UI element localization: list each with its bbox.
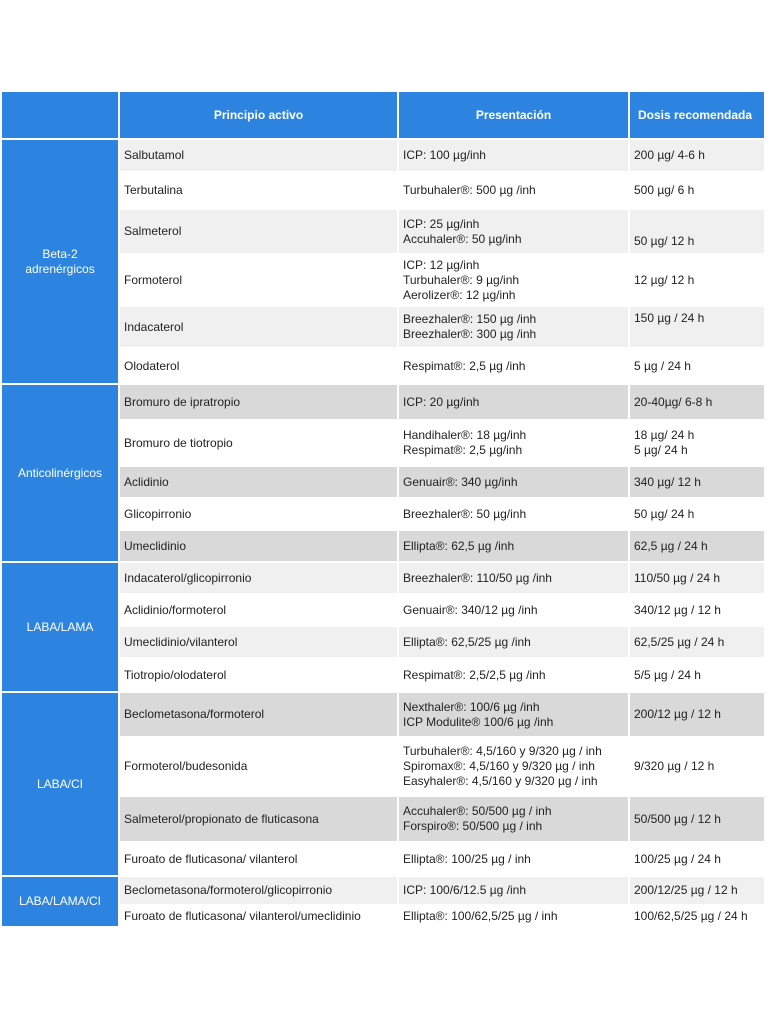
presentation-cell: Genuair®: 340/12 µg /inh [398,594,629,626]
drug-cell: Aclidinio/formoterol [119,594,398,626]
table-row [1,692,765,737]
dose-cell: 200/12/25 µg / 12 h [629,876,765,905]
dose-cell: 5/5 µg / 24 h [629,658,765,692]
drug-cell: Bromuro de ipratropio [119,384,398,420]
table-row [1,876,765,905]
presentation-cell: Breezhaler®: 50 µg/inh [398,498,629,530]
drug-cell: Furoato de fluticasona/ vilanterol [119,842,398,876]
drug-cell: Salbutamol [119,139,398,172]
group-laba-lama-ci: LABA/LAMA/CI [1,876,119,927]
dose-cell: 340/12 µg / 12 h [629,594,765,626]
dose-cell: 50/500 µg / 12 h [629,796,765,842]
drug-cell: Indacaterol/glicopirronio [119,562,398,594]
presentation-cell: Breezhaler®: 150 µg /inh Breezhaler®: 300 µg /inh [398,306,629,348]
presentation-cell: Genuair®: 340 µg/inh [398,466,629,498]
drug-table [0,90,766,928]
table-row [1,139,765,172]
header-row [1,91,765,139]
dose-cell: 50 µg/ 12 h [629,209,765,254]
presentation-cell: Turbuhaler®: 500 µg /inh [398,172,629,209]
header-blank [1,91,119,139]
drug-cell: Salmeterol [119,209,398,254]
dose-cell: 9/320 µg / 12 h [629,737,765,796]
presentation-cell: Ellipta®: 62,5 µg /inh [398,530,629,562]
presentation-cell: Respimat®: 2,5/2,5 µg /inh [398,658,629,692]
group-laba-lama: LABA/LAMA [1,562,119,692]
dose-cell: 62,5 µg / 24 h [629,530,765,562]
header-principle: Principio activo [119,91,398,139]
dose-cell: 200/12 µg / 12 h [629,692,765,737]
dose-cell: 340 µg/ 12 h [629,466,765,498]
dose-cell: 100/62,5/25 µg / 24 h [629,905,765,927]
dose-cell: 200 µg/ 4-6 h [629,139,765,172]
drug-cell: Olodaterol [119,348,398,384]
drug-cell: Beclometasona/formoterol/glicopirronio [119,876,398,905]
dose-cell: 150 µg / 24 h [629,306,765,348]
group-beta2: Beta-2 adrenérgicos [1,139,119,384]
presentation-cell: Accuhaler®: 50/500 µg / inh Forspiro®: 50/500 µg / inh [398,796,629,842]
drug-cell: Beclometasona/formoterol [119,692,398,737]
table-row [1,562,765,594]
presentation-cell: ICP: 100 µg/inh [398,139,629,172]
dose-cell: 62,5/25 µg / 24 h [629,626,765,658]
dose-cell: 100/25 µg / 24 h [629,842,765,876]
presentation-cell: ICP: 100/6/12.5 µg /inh [398,876,629,905]
dose-cell: 500 µg/ 6 h [629,172,765,209]
drug-cell: Formoterol [119,254,398,306]
dose-cell: 20-40µg/ 6-8 h [629,384,765,420]
header-presentation: Presentación [398,91,629,139]
drug-cell: Salmeterol/propionato de fluticasona [119,796,398,842]
presentation-cell: Nexthaler®: 100/6 µg /inh ICP Modulite® 100/6 µg /inh [398,692,629,737]
dose-cell: 18 µg/ 24 h 5 µg/ 24 h [629,420,765,466]
drug-cell: Glicopirronio [119,498,398,530]
presentation-cell: ICP: 25 µg/inh Accuhaler®: 50 µg/inh [398,209,629,254]
group-anticolinergicos: Anticolinérgicos [1,384,119,562]
header-dose: Dosis recomendada [629,91,765,139]
presentation-cell: Respimat®: 2,5 µg /inh [398,348,629,384]
drug-cell: Indacaterol [119,306,398,348]
table-row [1,384,765,420]
presentation-cell: Ellipta®: 62,5/25 µg /inh [398,626,629,658]
presentation-cell: ICP: 20 µg/inh [398,384,629,420]
drug-cell: Furoato de fluticasona/ vilanterol/umeclidinio [119,905,398,927]
drug-cell: Tiotropio/olodaterol [119,658,398,692]
dose-cell: 110/50 µg / 24 h [629,562,765,594]
drug-cell: Aclidinio [119,466,398,498]
group-laba-ci: LABA/CI [1,692,119,876]
drug-cell: Bromuro de tiotropio [119,420,398,466]
drug-cell: Umeclidinio [119,530,398,562]
dose-cell: 12 µg/ 12 h [629,254,765,306]
dose-cell: 5 µg / 24 h [629,348,765,384]
presentation-cell: Handihaler®: 18 µg/inh Respimat®: 2,5 µg/inh [398,420,629,466]
presentation-cell: Breezhaler®: 110/50 µg /inh [398,562,629,594]
dose-cell: 50 µg/ 24 h [629,498,765,530]
drug-cell: Terbutalina [119,172,398,209]
presentation-cell: Ellipta®: 100/25 µg / inh [398,842,629,876]
presentation-cell: ICP: 12 µg/inh Turbuhaler®: 9 µg/inh Aerolizer®: 12 µg/inh [398,254,629,306]
drug-cell: Umeclidinio/vilanterol [119,626,398,658]
presentation-cell: Ellipta®: 100/62,5/25 µg / inh [398,905,629,927]
presentation-cell: Turbuhaler®: 4,5/160 y 9/320 µg / inh Spiromax®: 4,5/160 y 9/320 µg / inh Easyhaler®: 4,5/160 y 9/320 µg / inh [398,737,629,796]
drug-cell: Formoterol/budesonida [119,737,398,796]
